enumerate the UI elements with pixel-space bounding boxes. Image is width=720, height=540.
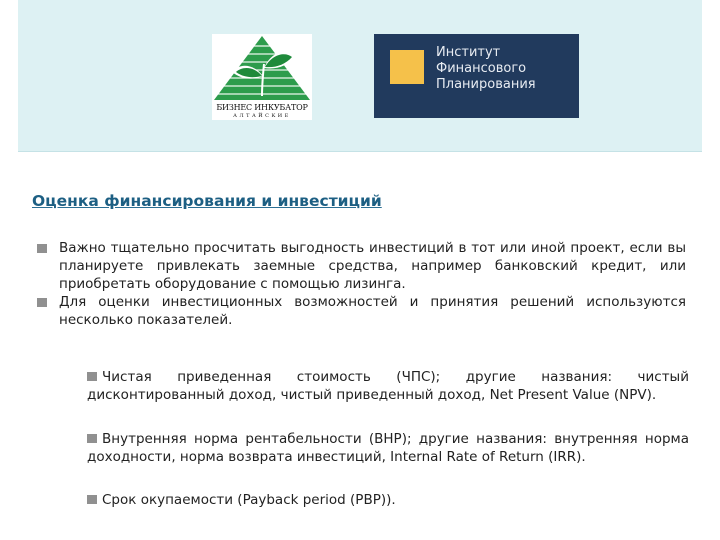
slide-title: Оценка финансирования и инвестиций [32, 192, 382, 210]
header-banner [18, 0, 702, 152]
sub-bullet-item [87, 430, 689, 466]
bullet-item [37, 239, 686, 293]
business-incubator-logo [212, 34, 312, 120]
main-bullet-list [37, 239, 686, 329]
sub-bullet-text: Чистая приведенная стоимость (ЧПС); другие названия: чистый дисконтированный доход, чистый приведенный доход, Net Present Value (NPV). [87, 369, 689, 403]
bullet-item [37, 293, 686, 329]
pyramid-leaf-icon [212, 34, 312, 104]
incubator-region: АЛТАЙСКИЕ [233, 113, 291, 119]
financial-planning-institute-logo [374, 34, 579, 118]
institute-name-line: Институт [436, 45, 501, 60]
bullet-marker-icon [37, 298, 47, 307]
sub-bullet-text: Внутренняя норма рентабельности (ВНР); другие названия: внутренняя норма доходности, норма возврата инвестиций, Internal Rate of Return (IRR). [87, 431, 689, 465]
institute-name-line: Финансового [436, 61, 527, 76]
sub-bullet-text: Срок окупаемости (Payback period (PBP)). [102, 492, 396, 508]
sub-bullet-item [87, 368, 689, 404]
bullet-marker-icon [87, 434, 97, 443]
bullet-marker-icon [37, 244, 47, 253]
bullet-text: Важно тщательно просчитать выгодность инвестиций в тот или иной проект, если вы планируете привлекать заемные средства, например банковский кредит, или приобретать оборудование с помощью лизинга. [59, 240, 686, 292]
incubator-name: БИЗНЕС ИНКУБАТОР [216, 103, 308, 112]
institute-name-line: Планирования [436, 77, 536, 92]
bullet-text: Для оценки инвестиционных возможностей и принятия решений используются несколько показателей. [59, 294, 686, 328]
bullet-marker-icon [87, 372, 97, 381]
sub-bullet-item [87, 491, 689, 509]
bullet-marker-icon [87, 495, 97, 504]
institute-name [436, 45, 576, 93]
logo-square-icon [390, 50, 424, 84]
